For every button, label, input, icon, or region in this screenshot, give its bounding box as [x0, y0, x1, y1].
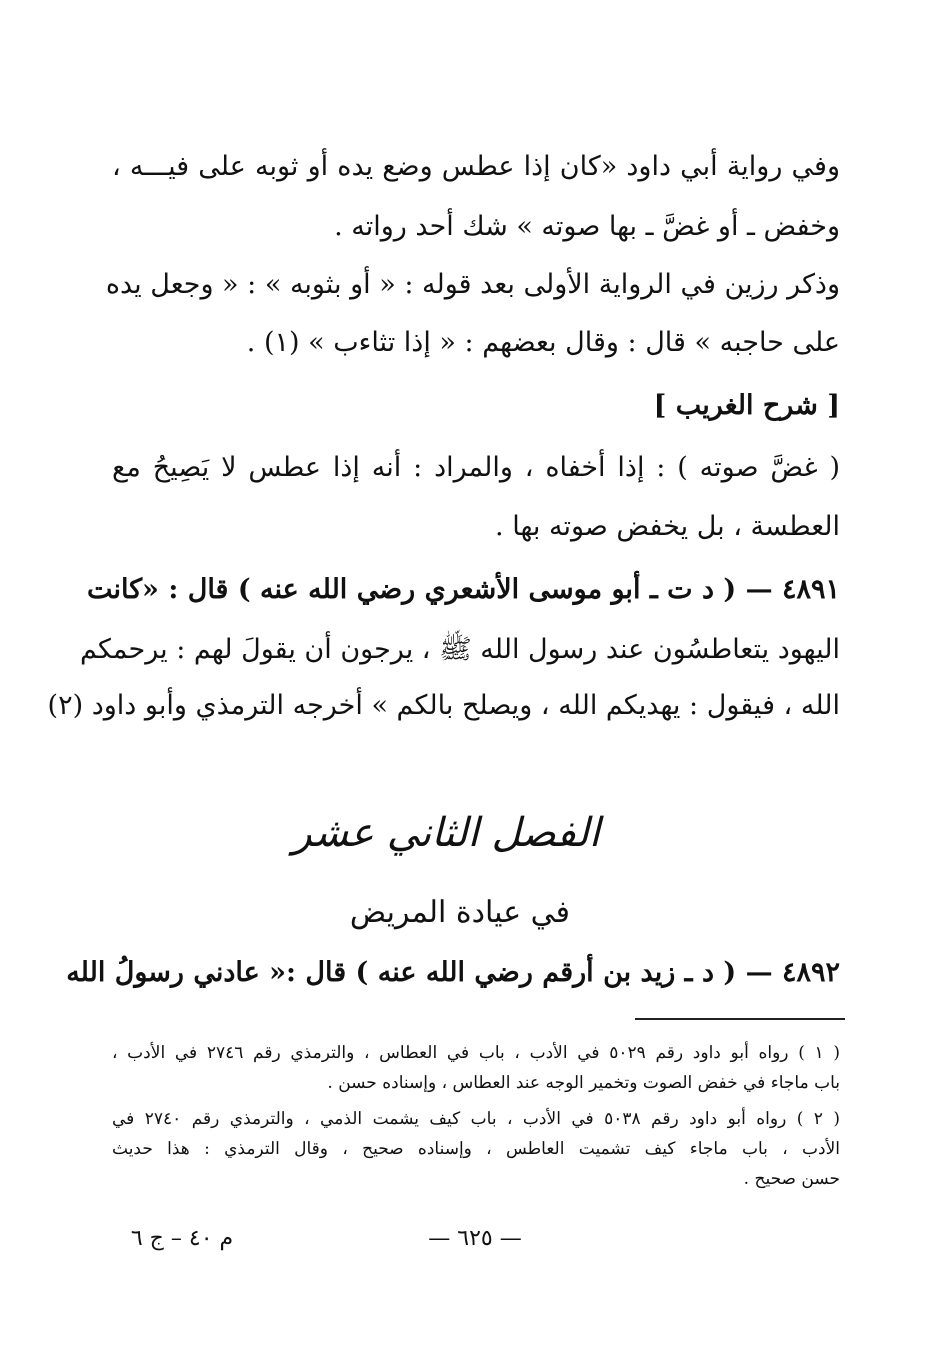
hadith-4892-line-1: ٤٨٩٢ — ( د ـ زيد بن أرقم رضي الله عنه ) قال :« عادني رسولُ الله [66, 957, 840, 988]
text-line-6: ( غضَّ صوته ) : إذا أخفاه ، والمراد : أنه إذا عطس لا يَصِيحُ مع [112, 452, 840, 483]
hadith-4891-line-2: اليهود يتعاطسُون عند رسول الله ﷺ ، يرجون أن يقولَ لهم : يرحمكم [80, 634, 840, 665]
chapter-title: الفصل الثاني عشر [292, 810, 600, 856]
text-line-1: وفي رواية أبي داود «كان إذا عطس وضع يده أو ثوبه على فيـــه ، [112, 151, 840, 182]
footnote-1-line-1: ( ١ ) رواه أبو داود رقم ٥٠٢٩ في الأدب ، باب في العطاس ، والترمذي رقم ٢٧٤٦ في الأدب ، [112, 1043, 840, 1063]
footnote-1-line-2: باب ماجاء في خفض الصوت وتخمير الوجه عند العطاس ، وإسناده حسن . [327, 1073, 840, 1093]
section-heading-gharib: [ شرح الغريب ] [653, 390, 840, 421]
chapter-subtitle: في عيادة المريض [349, 895, 570, 930]
footnote-2-line-3: حسن صحيح . [743, 1169, 840, 1189]
printer-signature: م ٤٠ – ج ٦ [130, 1226, 234, 1251]
footnote-separator [635, 1018, 845, 1020]
page-number: — ٦٢٥ — [428, 1226, 522, 1251]
hadith-4891-line-1: ٤٨٩١ — ( د ت ـ أبو موسى الأشعري رضي الله عنه ) قال : «كانت [86, 574, 840, 605]
text-line-3: وذكر رزين في الرواية الأولى بعد قوله : « أو بثوبه » : « وجعل يده [105, 269, 840, 300]
footnote-2-line-1: ( ٢ ) رواه أبو داود رقم ٥٠٣٨ في الأدب ، باب كيف يشمت الذمي ، والترمذي رقم ٢٧٤٠ في [112, 1109, 840, 1129]
text-line-2: وخفض ـ أو غضَّ ـ بها صوته » شك أحد رواته . [334, 211, 840, 242]
text-line-7: العطسة ، بل يخفض صوته بها . [495, 511, 840, 542]
hadith-4891-line-3: الله ، فيقول : يهديكم الله ، ويصلح بالكم » أخرجه الترمذي وأبو داود (٢) [47, 690, 840, 721]
footnote-2-line-2: الأدب ، باب ماجاء كيف تشميت العاطس ، وإسناده صحيح ، وقال الترمذي : هذا حديث [112, 1139, 840, 1159]
text-line-4: على حاجبه » قال : وقال بعضهم : « إذا تثاءب » (١) . [246, 327, 840, 358]
